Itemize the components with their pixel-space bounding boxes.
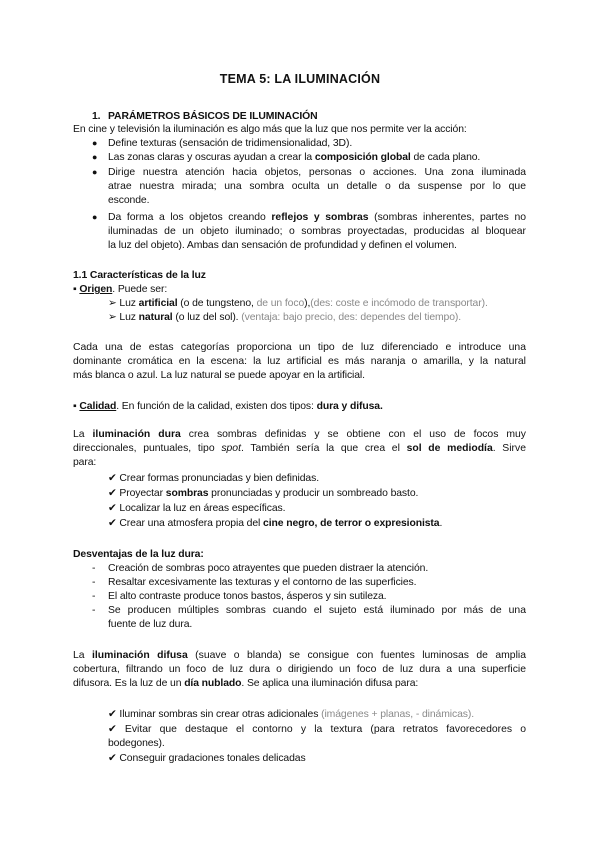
section-intro: En cine y televisión la iluminación es algo más que la luz que nos permite ver la acción: — [73, 124, 467, 135]
dash-bullet: - — [92, 563, 96, 574]
paragraph-line: La iluminación difusa (suave o blanda) se consigue con fuentes luminosas de amplia — [73, 650, 526, 661]
paragraph-line: más blanca o azul. La luz natural se puede apoyar en la artificial. — [73, 370, 365, 381]
bullet-text: Las zonas claras y oscuras ayudan a crear la composición global de cada plano. — [108, 152, 481, 163]
check-item: bodegones). — [108, 738, 165, 749]
list-item: fuente de luz dura. — [108, 619, 193, 630]
check-icon: ✔ — [108, 709, 117, 720]
bullet-text: la luz del objeto). Ambas dan sensación de profundidad y definen el volumen. — [108, 240, 457, 251]
bullet-text: atrae nuestra mirada; una sombra oculta un detalle o da suspense por lo que — [108, 181, 526, 192]
check-item: ✔ Conseguir gradaciones tonales delicadas — [108, 753, 306, 764]
arrow-icon: ➢ — [108, 312, 117, 323]
bullet-icon: ● — [92, 138, 98, 148]
list-item: El alto contraste produce tonos bastos, ásperos y sin sutileza. — [108, 591, 387, 602]
check-item: ✔ Localizar la luz en áreas específicas. — [108, 503, 286, 514]
bullet-text: iluminadas de un objeto iluminado; o sombras proyectadas, producidas al bloquear — [108, 226, 526, 237]
check-icon: ✔ — [108, 518, 117, 529]
paragraph-line: cobertura, filtrando un foco de luz dura o dirigiendo un foco de luz dura a una superficie — [73, 664, 526, 675]
paragraph-line: La iluminación dura crea sombras definidas y se obtiene con el uso de focos muy — [73, 429, 527, 440]
page-title: TEMA 5: LA ILUMINACIÓN — [219, 72, 381, 86]
check-icon: ✔ — [108, 503, 117, 514]
check-icon: ✔ — [108, 488, 117, 499]
list-item: Creación de sombras poco atrayentes que pueden distraer la atención. — [108, 563, 429, 574]
arrow-item: ➢ Luz artificial (o de tungsteno, de un foco),(des: coste e incómodo de transportar). — [108, 298, 488, 309]
arrow-icon: ➢ — [108, 298, 117, 309]
check-item: ✔ Crear una atmosfera propia del cine negro, de terror o expresionista. — [108, 518, 443, 529]
square-bullet-icon: ▪ — [73, 401, 77, 412]
arrow-item: ➢ Luz natural (o luz del sol). (ventaja: bajo precio, des: dependes del tiempo). — [108, 312, 462, 323]
bullet-text: Dirige nuestra atención hacia objetos, personas o acciones. Una zona iluminada — [108, 167, 526, 178]
dash-bullet: - — [92, 577, 96, 588]
bullet-text: Define texturas (sensación de tridimensionalidad, 3D). — [108, 138, 353, 149]
check-icon: ✔ — [108, 473, 117, 484]
bullet-icon: ● — [92, 152, 98, 162]
bullet-text: Da forma a los objetos creando reflejos y sombras (sombras inherentes, partes no — [108, 212, 527, 223]
bullet-icon: ● — [92, 167, 98, 177]
paragraph-line: direccionales, puntuales, tipo spot. También sería la que crea el sol de mediodía. Sirve — [73, 443, 526, 454]
square-bullet-icon: ▪ — [73, 284, 77, 295]
bullet-icon: ● — [92, 212, 98, 222]
calidad-line: ▪ Calidad. En función de la calidad, existen dos tipos: dura y difusa. — [73, 401, 383, 412]
paragraph-line: Cada una de estas categorías proporciona un tipo de luz diferenciado e introduce una — [73, 342, 526, 353]
paragraph-line: difusora. Es la luz de un día nublado. Se aplica una iluminación difusa para: — [73, 678, 419, 689]
subsection-heading: 1.1 Características de la luz — [73, 270, 206, 281]
paragraph-line: dominante cromática en la escena: la luz artificial es más naranja o amarilla, y la natural — [73, 356, 526, 367]
check-icon: ✔ — [108, 724, 117, 735]
check-item: ✔ Evitar que destaque el contorno y la textura (para retratos favorecedores o — [108, 724, 526, 735]
subsection-heading: Desventajas de la luz dura: — [73, 549, 204, 560]
check-item: ✔ Proyectar sombras pronunciadas y producir un sombreado basto. — [108, 488, 419, 499]
dash-bullet: - — [92, 591, 96, 602]
dash-bullet: - — [92, 605, 96, 616]
check-icon: ✔ — [108, 753, 117, 764]
check-item: ✔ Iluminar sombras sin crear otras adicionales (imágenes + planas, - dinámicas). — [108, 709, 475, 720]
section-heading: PARÁMETROS BÁSICOS DE ILUMINACIÓN — [108, 111, 318, 122]
paragraph-line: para: — [73, 457, 97, 468]
section-number: 1. — [92, 111, 101, 122]
list-item: Resaltar excesivamente las texturas y el contorno de las superficies. — [108, 577, 417, 588]
list-item: Se producen múltiples sombras cuando el sujeto está iluminado por más de una — [108, 605, 526, 616]
check-item: ✔ Crear formas pronunciadas y bien definidas. — [108, 473, 319, 484]
origen-line: ▪ Origen. Puede ser: — [73, 284, 168, 295]
bullet-text: esconde. — [108, 195, 150, 206]
